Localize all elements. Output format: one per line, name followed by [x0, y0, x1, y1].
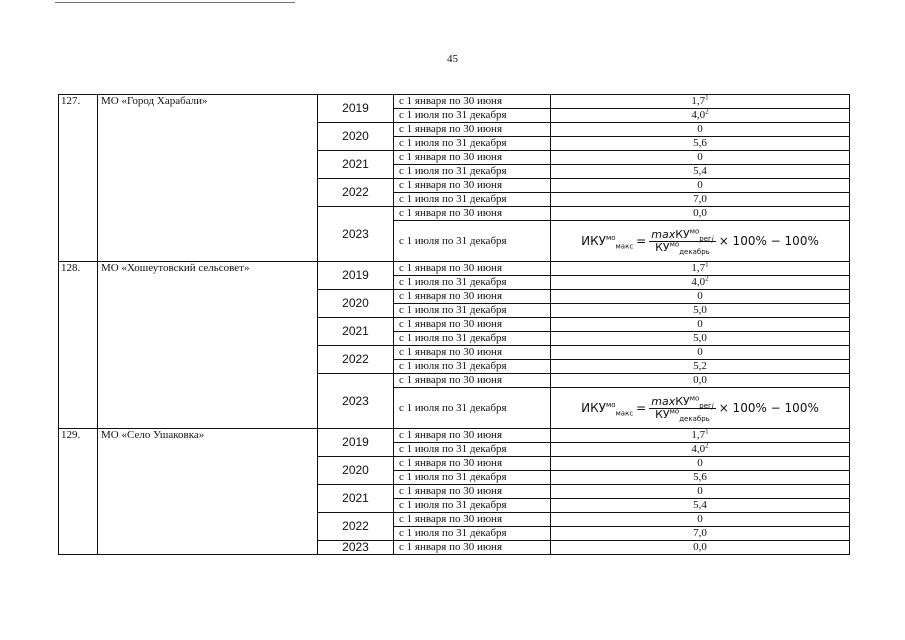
period-cell: с 1 июля по 31 декабря [394, 388, 551, 429]
period-cell: с 1 января по 30 июня [394, 485, 551, 499]
value-cell: $4,0^2$ [551, 276, 850, 290]
value-cell: 5,6 [551, 471, 850, 485]
formula-max: max [651, 394, 676, 408]
period-cell: с 1 июля по 31 декабря [394, 499, 551, 513]
value-cell: 0,0 [551, 207, 850, 221]
value-cell: 0 [551, 457, 850, 471]
value-cell: 0,0 [551, 541, 850, 555]
period-cell: с 1 июля по 31 декабря [394, 443, 551, 457]
value-cell: 5,4 [551, 165, 850, 179]
value-cell: 0 [551, 151, 850, 165]
value-cell: 5,0 [551, 332, 850, 346]
value-cell: 5,4 [551, 499, 850, 513]
formula-rhs: × 100% − 100% [718, 233, 819, 248]
period-cell: с 1 января по 30 июня [394, 207, 551, 221]
formula-denominator: $КУ^{мо}_{декабрь}$ [655, 239, 710, 256]
formula-den-sub: декабрь [679, 247, 710, 256]
year-cell: 2023 [318, 541, 394, 555]
period-cell: с 1 июля по 31 декабря [394, 332, 551, 346]
value-cell: 0 [551, 179, 850, 193]
formula-num-sub: регj [699, 401, 714, 410]
period-cell: с 1 июля по 31 декабря [394, 193, 551, 207]
formula-num-sub-index: j [711, 401, 714, 410]
municipality-name: МО «Село Ушаковка» [98, 429, 318, 555]
value-cell: $1,7^1$ [551, 429, 850, 443]
formula-lhs-sub: макс [615, 241, 634, 250]
formula-den-sub: декабрь [679, 414, 710, 423]
year-cell: 2022 [318, 513, 394, 541]
formula-num-sub: регj [699, 234, 714, 243]
year-cell: 2023 [318, 207, 394, 262]
value-cell: $4,0^2$ [551, 109, 850, 123]
year-cell: 2019 [318, 262, 394, 290]
year-cell: 2022 [318, 346, 394, 374]
footnote-mark: 2 [705, 275, 709, 283]
period-cell: с 1 января по 30 июня [394, 151, 551, 165]
value-cell: 5,0 [551, 304, 850, 318]
value-cell: 0 [551, 513, 850, 527]
value-cell: 0 [551, 123, 850, 137]
value-cell: $1,7^1$ [551, 262, 850, 276]
table-row [59, 262, 850, 276]
year-cell: 2021 [318, 151, 394, 179]
formula-numerator: maxКУ$^{мо}_{регj}$ [651, 393, 714, 410]
period-cell: с 1 января по 30 июня [394, 374, 551, 388]
formula-numerator: maxКУ$^{мо}_{регj}$ [651, 226, 714, 243]
period-cell: с 1 июля по 31 декабря [394, 221, 551, 262]
formula-num-sup: мо [689, 226, 700, 235]
value-cell: 5,6 [551, 137, 850, 151]
period-cell: с 1 июля по 31 декабря [394, 471, 551, 485]
period-cell: с 1 января по 30 июня [394, 318, 551, 332]
period-cell: с 1 июля по 31 декабря [394, 165, 551, 179]
formula-equals: = [636, 400, 647, 415]
period-cell: с 1 января по 30 июня [394, 429, 551, 443]
value-cell [551, 221, 850, 262]
period-cell: с 1 января по 30 июня [394, 123, 551, 137]
value-cell: $1,7^1$ [551, 95, 850, 109]
index-formula [581, 393, 819, 423]
value-cell: 0 [551, 290, 850, 304]
footnote-mark: 1 [705, 94, 709, 102]
table-row [59, 429, 850, 443]
year-cell: 2019 [318, 95, 394, 123]
formula-num-sub-index: j [711, 234, 714, 243]
year-cell: 2020 [318, 457, 394, 485]
year-cell: 2023 [318, 374, 394, 429]
period-cell: с 1 июля по 31 декабря [394, 360, 551, 374]
scan-edge-line [55, 2, 295, 3]
period-cell: с 1 января по 30 июня [394, 290, 551, 304]
table-row [59, 95, 850, 109]
period-cell: с 1 июля по 31 декабря [394, 276, 551, 290]
period-cell: с 1 января по 30 июня [394, 95, 551, 109]
formula-denominator: $КУ^{мо}_{декабрь}$ [655, 406, 710, 423]
formula-lhs-sup: мо [605, 400, 616, 409]
year-cell: 2019 [318, 429, 394, 457]
year-cell: 2020 [318, 123, 394, 151]
footnote-mark: 1 [705, 261, 709, 269]
formula-rhs: × 100% − 100% [718, 400, 819, 415]
value-cell: 0 [551, 318, 850, 332]
formula-lhs: $ИКУ^{мо}_{макс}$ [581, 233, 634, 250]
year-cell: 2021 [318, 318, 394, 346]
formula-den-sup: мо [669, 239, 680, 248]
value-cell: 7,0 [551, 193, 850, 207]
page-number: 45 [447, 53, 458, 65]
formula-lhs: $ИКУ^{мо}_{макс}$ [581, 400, 634, 417]
municipality-name: МО «Город Харабали» [98, 95, 318, 262]
index-formula [581, 226, 819, 256]
year-cell: 2022 [318, 179, 394, 207]
footnote-mark: 2 [705, 108, 709, 116]
period-cell: с 1 июля по 31 декабря [394, 304, 551, 318]
footnote-mark: 2 [705, 442, 709, 450]
year-cell: 2021 [318, 485, 394, 513]
period-cell: с 1 июля по 31 декабря [394, 109, 551, 123]
value-cell: 0,0 [551, 374, 850, 388]
entry-number: 127. [59, 95, 98, 262]
municipality-name: МО «Хошеутовский сельсовет» [98, 262, 318, 429]
formula-lhs-sup: мо [605, 233, 616, 242]
formula-equals: = [636, 233, 647, 248]
formula-lhs-sub: макс [615, 408, 634, 417]
period-cell: с 1 января по 30 июня [394, 346, 551, 360]
period-cell: с 1 января по 30 июня [394, 541, 551, 555]
entry-number: 129. [59, 429, 98, 555]
period-cell: с 1 января по 30 июня [394, 457, 551, 471]
period-cell: с 1 января по 30 июня [394, 179, 551, 193]
value-cell: 7,0 [551, 527, 850, 541]
period-cell: с 1 июля по 31 декабря [394, 137, 551, 151]
value-cell: 0 [551, 346, 850, 360]
footnote-mark: 1 [705, 428, 709, 436]
value-cell [551, 388, 850, 429]
year-cell: 2020 [318, 290, 394, 318]
period-cell: с 1 января по 30 июня [394, 513, 551, 527]
formula-fraction [649, 226, 715, 256]
value-cell: 5,2 [551, 360, 850, 374]
formula-fraction [649, 393, 715, 423]
period-cell: с 1 июля по 31 декабря [394, 527, 551, 541]
value-cell: $4,0^2$ [551, 443, 850, 457]
entry-number: 128. [59, 262, 98, 429]
value-cell: 0 [551, 485, 850, 499]
formula-max: max [651, 227, 676, 241]
tariff-table [58, 94, 850, 555]
formula-den-sup: мо [669, 406, 680, 415]
formula-num-sup: мо [689, 393, 700, 402]
period-cell: с 1 января по 30 июня [394, 262, 551, 276]
